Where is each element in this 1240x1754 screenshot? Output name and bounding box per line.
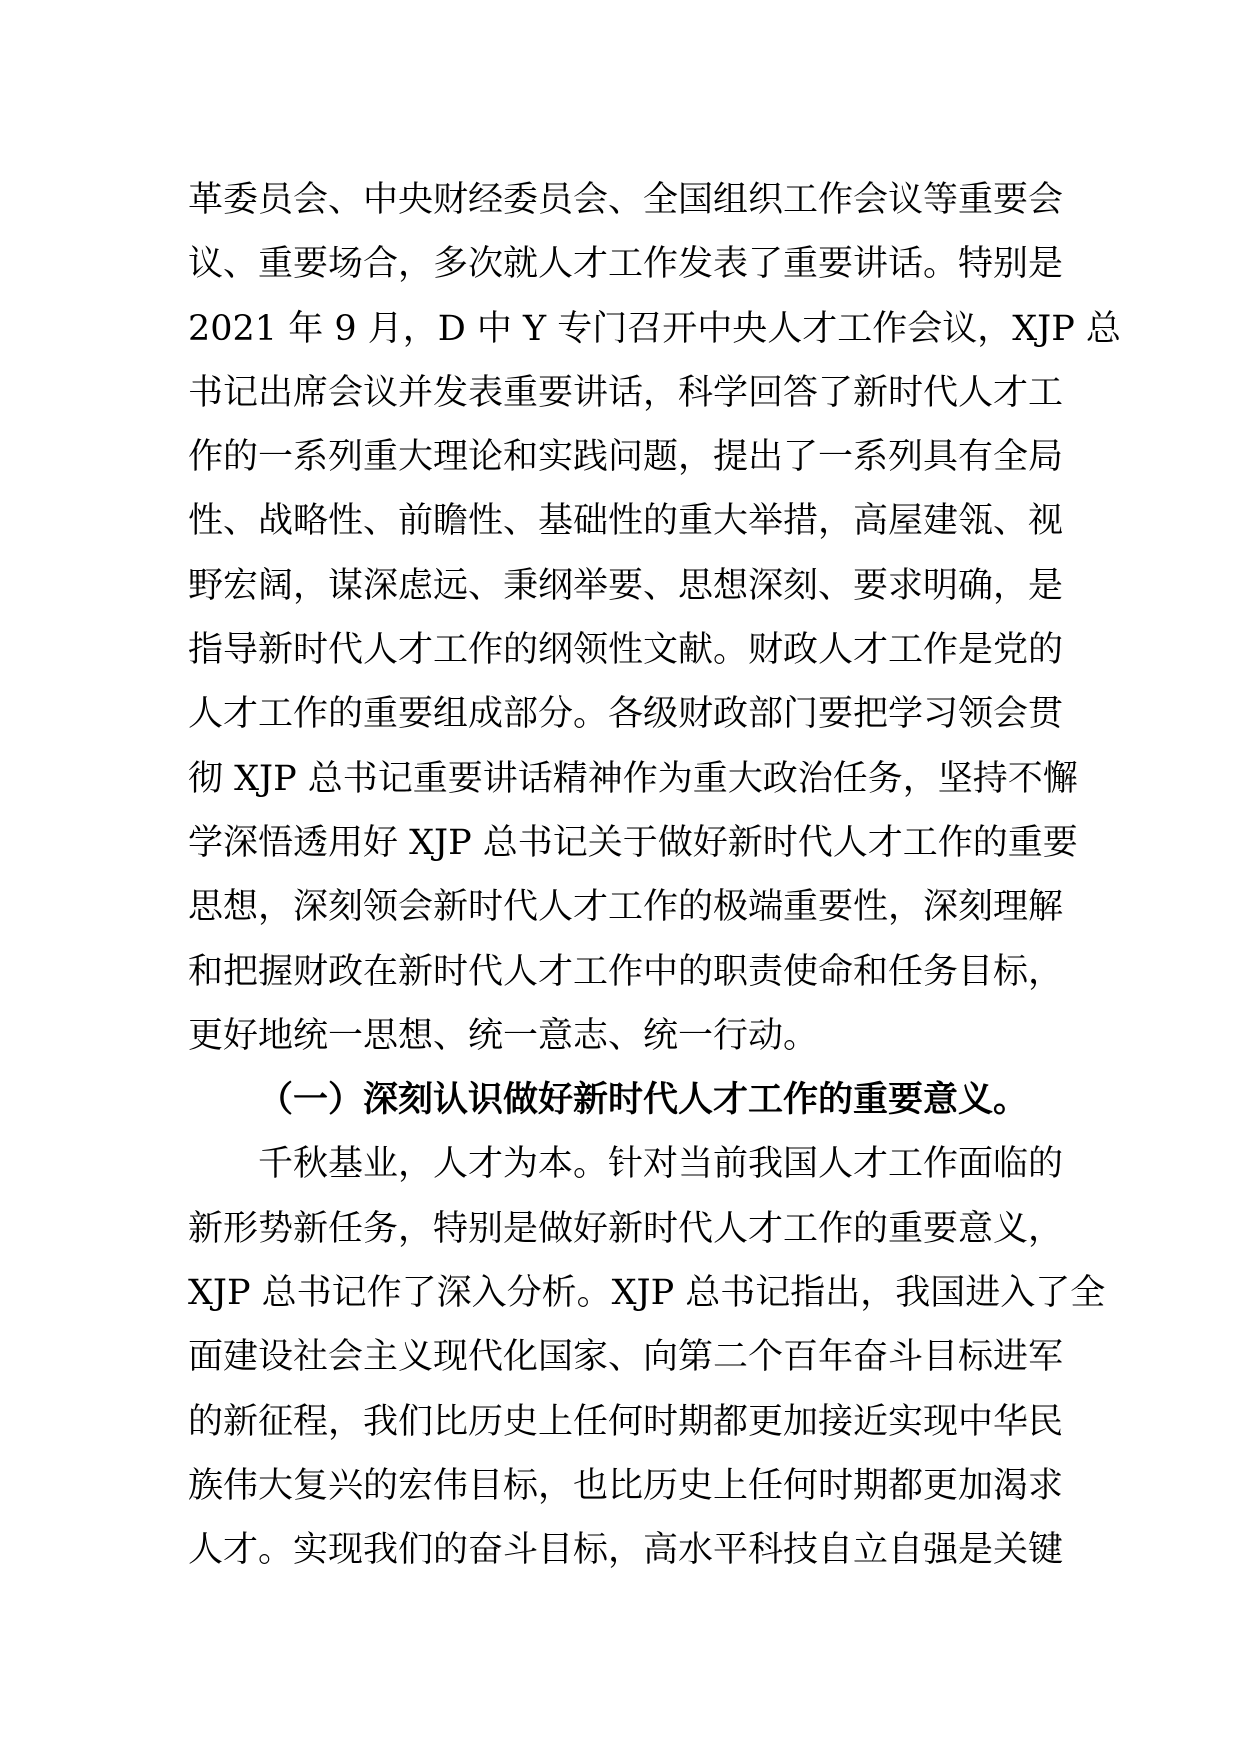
text-line: 学深悟透用好 XJP 总书记关于做好新时代人才工作的重要 — [188, 822, 1078, 863]
section-heading: （一）深刻认识做好新时代人才工作的重要意义。 — [258, 1080, 1029, 1121]
text-line: XJP 总书记作了深入分析。XJP 总书记指出，我国进入了全 — [188, 1273, 1106, 1314]
text-line: 新形势新任务，特别是做好新时代人才工作的重要意义， — [188, 1208, 1064, 1249]
text-line: 人才工作的重要组成部分。各级财政部门要把学习领会贯 — [188, 694, 1064, 735]
text-line: 和把握财政在新时代人才工作中的职责使命和任务目标， — [188, 951, 1064, 992]
text-line: 面建设社会主义现代化国家、向第二个百年奋斗目标进军 — [188, 1337, 1064, 1378]
text-line: 更好地统一思想、统一意志、统一行动。 — [188, 1015, 819, 1056]
text-line: 书记出席会议并发表重要讲话，科学回答了新时代人才工 — [188, 372, 1064, 413]
text-line: 议、重要场合，多次就人才工作发表了重要讲话。特别是 — [188, 244, 1064, 285]
document-body — [188, 168, 1121, 1583]
text-line: 彻 XJP 总书记重要讲话精神作为重大政治任务，坚持不懈 — [188, 758, 1078, 799]
text-line: 思想，深刻领会新时代人才工作的极端重要性，深刻理解 — [188, 887, 1064, 928]
text-line: 性、战略性、前瞻性、基础性的重大举措，高屋建瓴、视 — [188, 501, 1064, 542]
text-line: 革委员会、中央财经委员会、全国组织工作会议等重要会 — [188, 180, 1064, 220]
text-line: 人才。实现我们的奋斗目标，高水平科技自立自强是关键 — [188, 1530, 1064, 1571]
text-line: 2021 年 9 月，D 中 Y 专门召开中央人才工作会议，XJP 总 — [188, 308, 1121, 349]
paragraph-first-line: 千秋基业，人才为本。针对当前我国人才工作面临的 — [258, 1144, 1064, 1185]
text-line: 的新征程，我们比历史上任何时期都更加接近实现中华民 — [188, 1401, 1064, 1442]
text-line: 指导新时代人才工作的纲领性文献。财政人才工作是党的 — [188, 630, 1064, 671]
text-line: 野宏阔，谋深虑远、秉纲举要、思想深刻、要求明确，是 — [188, 565, 1064, 606]
text-line: 族伟大复兴的宏伟目标，也比历史上任何时期都更加渴求 — [188, 1465, 1064, 1506]
text-line: 作的一系列重大理论和实践问题，提出了一系列具有全局 — [188, 437, 1064, 478]
